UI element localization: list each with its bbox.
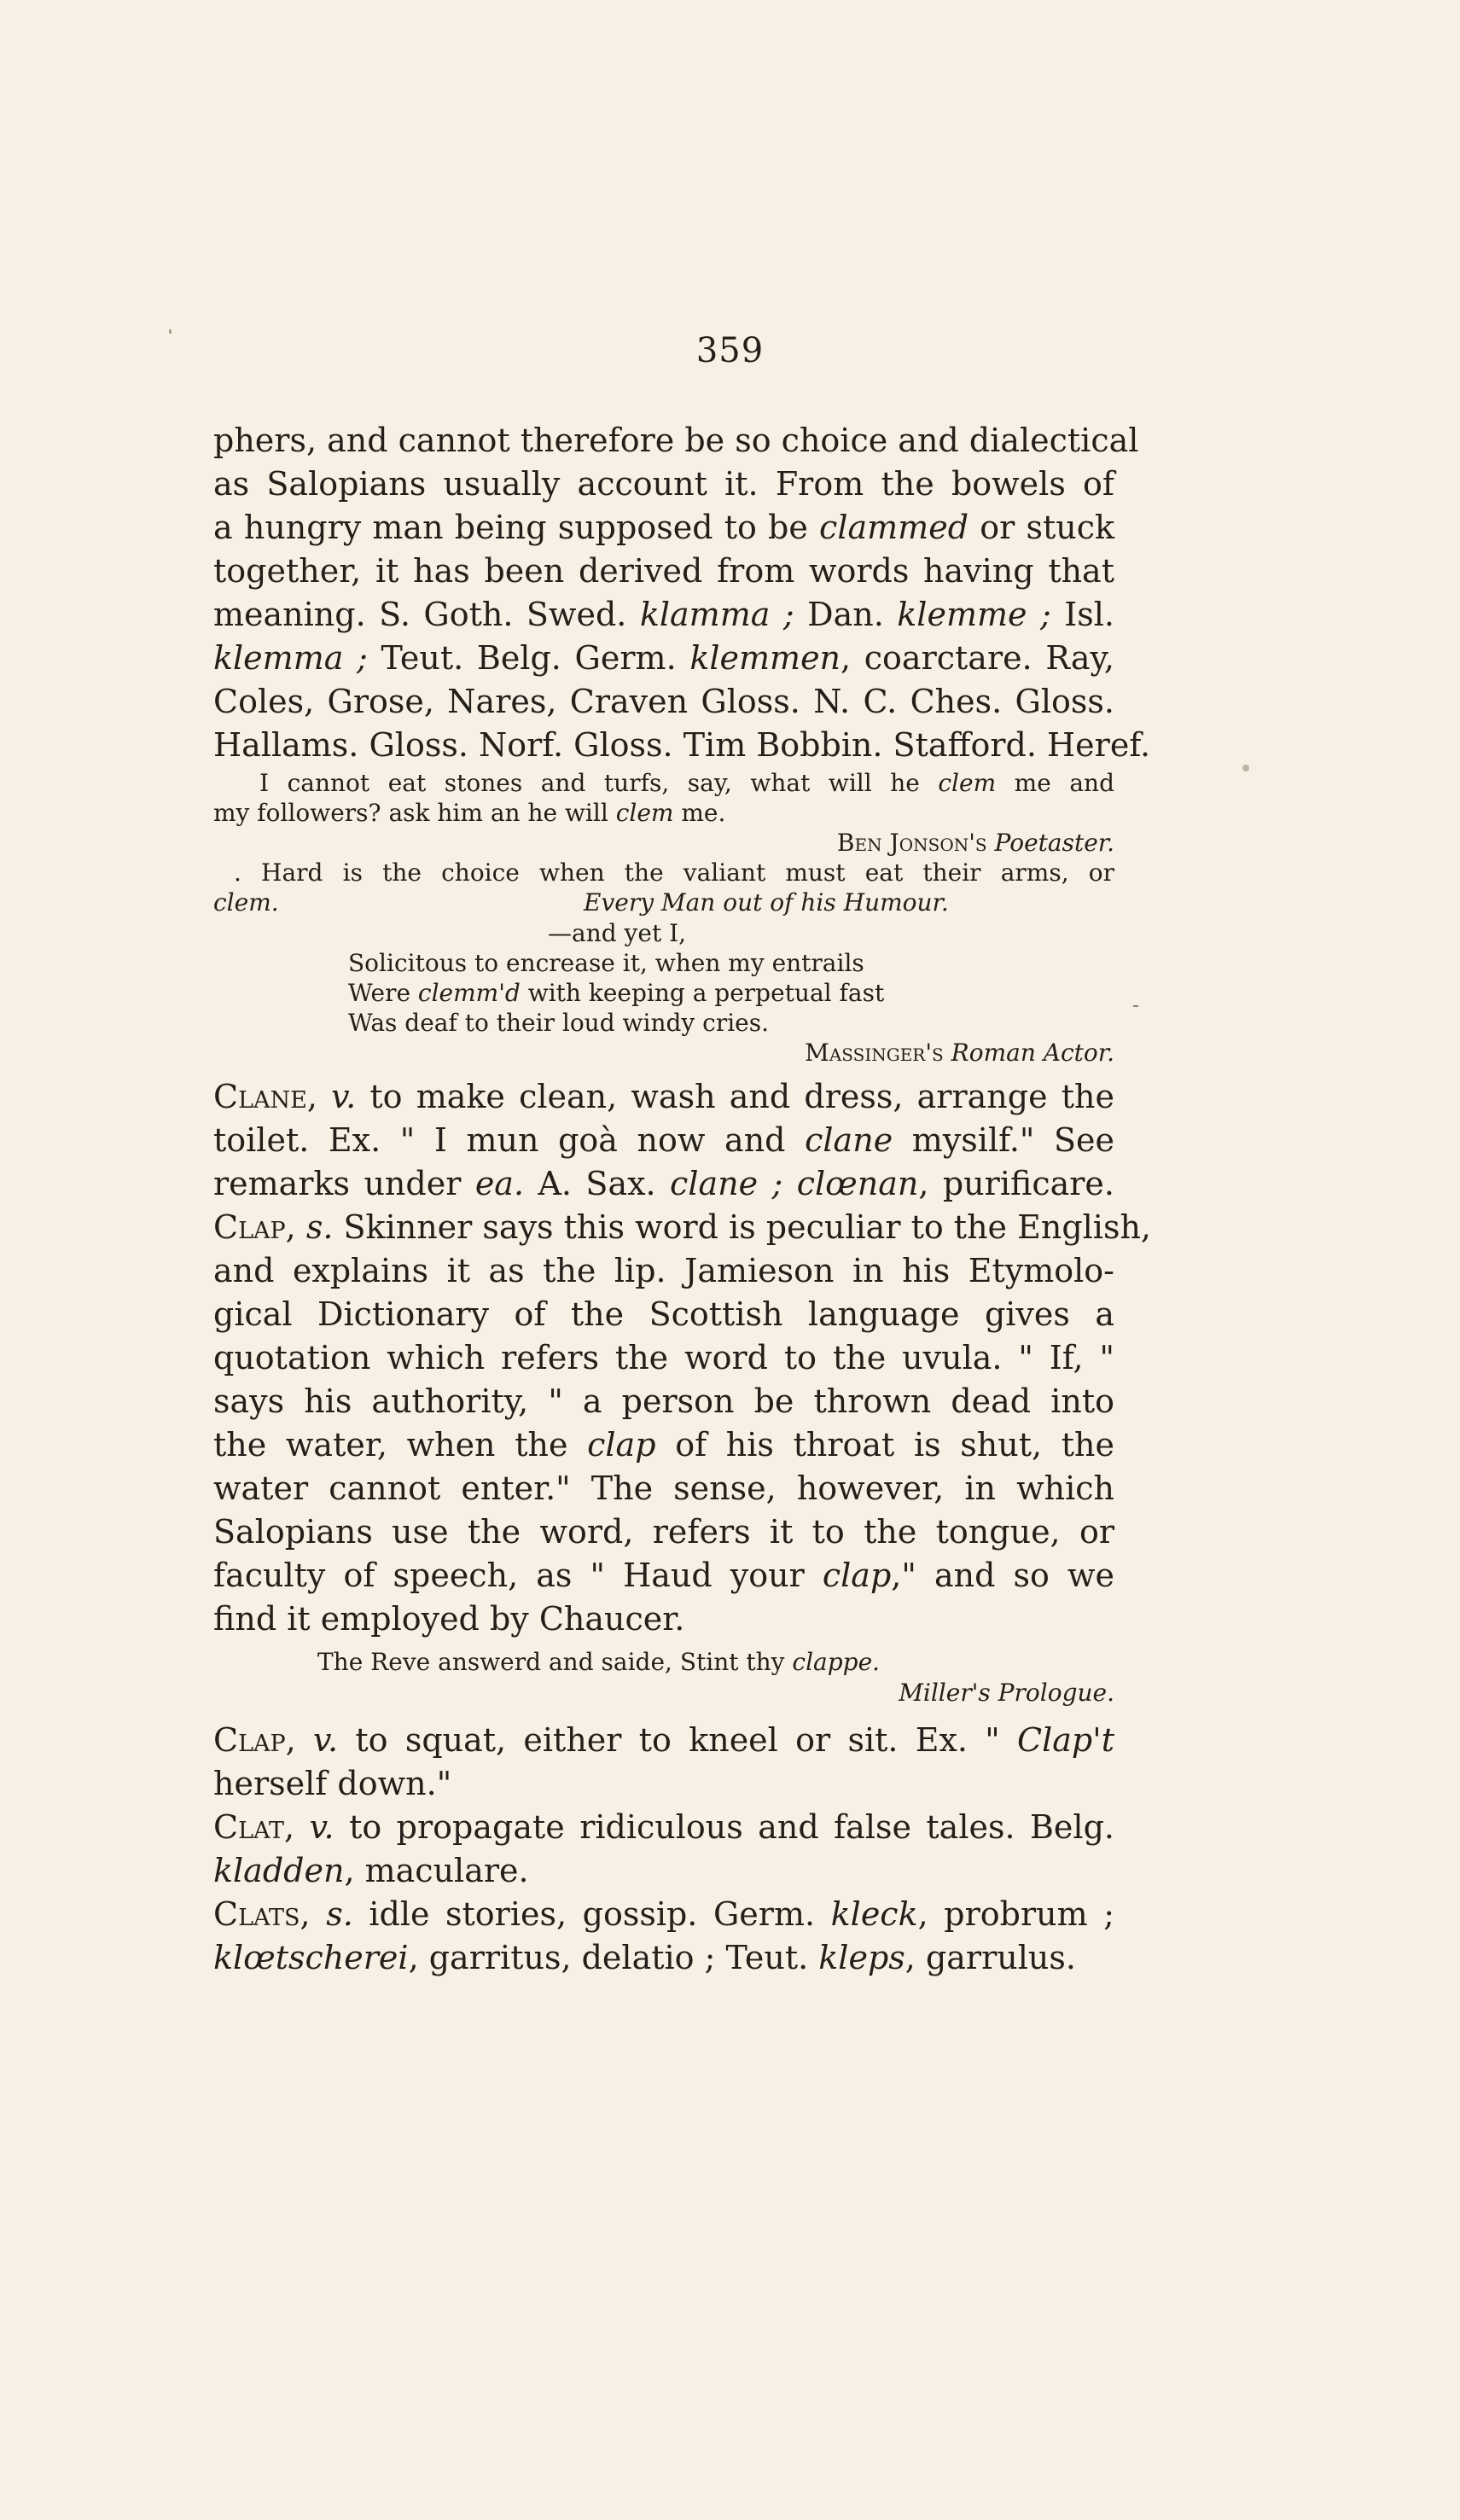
quote-line [348,981,1114,1005]
text-run: , [300,1895,327,1933]
work-title: Every Man out of his Humour. [584,888,949,917]
part-of-speech: v. [313,1721,339,1759]
text-run: A. Sax. [524,1165,671,1202]
text-run: Dan. [794,596,898,633]
text-line [213,552,1114,590]
dictionary-entry-clat [213,1808,1114,1846]
text-run: herself down." [213,1765,452,1802]
text-line [213,1341,1114,1374]
text-run: Hallams. Gloss. Norf. Gloss. Tim Bobbin. Stafford. Heref. [213,726,1151,764]
author-name: Ben Jonson's [836,829,995,857]
text-run: water cannot enter." The sense, however, in which [213,1470,1114,1507]
dictionary-entry-clane [213,1080,1114,1113]
italic-term: clane ; clœnan [670,1165,919,1202]
text-run: , purificare. [918,1165,1114,1202]
quote-line [548,919,1114,947]
text-run: quotation which refers the word to the uvula. " If, " [213,1339,1114,1376]
quote-line [259,771,1114,795]
part-of-speech: v. [331,1078,357,1115]
italic-term: clem [615,799,674,827]
work-title: Miller's Prologue. [899,1679,1114,1707]
text-run: I cannot eat stones and turfs, say, what will he [259,769,939,797]
text-run: together, it has been derived from words having that [213,552,1114,590]
text-line [213,1941,1114,1974]
text-run: , garritus, delatio ; Teut. [408,1939,819,1976]
text-run: Solicitous to encrease it, when my entrails [348,949,864,977]
text-line [213,685,1114,718]
margin-dot [1242,765,1249,771]
italic-term: clap [822,1557,892,1594]
text-line [213,1513,1114,1551]
text-run: Was deaf to their loud windy cries. [348,1009,769,1037]
dictionary-entry-clats [213,1895,1114,1933]
text-run: phers, and cannot therefore be so choice and dialectical [213,422,1139,459]
text-run: the water, when the [213,1426,588,1464]
text-run: to propagate ridiculous and false tales. Belg. [334,1808,1114,1846]
text-run: toilet. Ex. " I mun goà now and [213,1121,806,1159]
text-run: me and [996,769,1114,797]
part-of-speech: s. [326,1895,353,1933]
headword: Clane [213,1078,307,1115]
italic-term: Clap't [1017,1721,1114,1759]
quote-line [348,1011,1114,1035]
dictionary-entry-clap-noun [213,1208,1152,1246]
headword: Clats [213,1895,300,1933]
headword: Clat [213,1808,285,1846]
italic-term: kleps [818,1939,905,1976]
text-run: , [284,1808,310,1846]
part-of-speech: v. [309,1808,334,1846]
text-run: to squat, either to kneel or sit. Ex. " [338,1721,1018,1759]
text-line [213,1600,1114,1638]
text-run: idle stories, gossip. Germ. [352,1895,831,1933]
author-name: Massinger's [805,1039,951,1067]
text-line [213,726,1151,764]
text-run: The Reve answerd and saide, Stint thy [317,1648,793,1676]
text-run: , garrulus. [905,1939,1076,1976]
headword: Clap [213,1208,286,1246]
italic-term: clappe. [792,1648,881,1676]
text-run: Coles, Grose, Nares, Craven Gloss. N. C. Ches. Gloss. [213,683,1114,720]
text-run: with keeping a perpetual fast [520,979,885,1007]
work-title: Roman Actor. [951,1039,1114,1067]
quote-attribution [213,1041,1114,1065]
text-run: of his throat is shut, the [655,1426,1114,1464]
quote-attribution [213,831,1114,855]
text-line [213,1767,1114,1800]
text-run: a hungry man being supposed to be [213,509,820,546]
text-run: meaning. S. Goth. Swed. [213,596,640,633]
italic-term: clem. [213,888,279,917]
quote-line [234,858,1114,887]
text-line [213,1470,1114,1507]
text-run: and explains it as the lip. Jamieson in his Etymolo- [213,1252,1114,1289]
text-run: as Salopians usually account it. From the bowels of [213,465,1114,503]
text-run: Isl. [1050,596,1114,633]
italic-term: clammed [819,509,969,546]
text-run: Salopians use the word, refers it to the tongue, or [213,1513,1114,1551]
text-line [213,465,1114,503]
text-line [213,1382,1114,1420]
italic-term: clap [587,1426,656,1464]
text-line [213,598,1114,631]
text-run: or stuck [968,509,1114,546]
text-line [213,1426,1114,1464]
text-run: to make clean, wash and dress, arrange the [356,1078,1114,1115]
margin-tick [1133,1005,1138,1007]
text-run: Were [348,979,418,1007]
text-run: , coarctare. Ray, [841,639,1114,677]
text-line [213,639,1114,677]
quote-attribution [584,888,1114,917]
italic-term: klemma ; [213,639,368,677]
text-line [213,1167,1114,1200]
part-of-speech: s. [305,1208,334,1246]
text-run: gical Dictionary of the Scottish language gives a [213,1295,1114,1333]
italic-term: clane [805,1121,893,1159]
italic-term: ea. [474,1165,525,1202]
italic-term: klœtscherei [213,1939,409,1976]
text-run: , [285,1208,306,1246]
quote-line [317,1650,1114,1674]
text-line [213,1121,1114,1159]
text-run: ," and so we [891,1557,1114,1594]
text-run: , maculare. [344,1852,529,1889]
text-run: , [285,1721,314,1759]
text-run: mysilf." See [893,1121,1114,1159]
italic-term: kleck [830,1895,918,1933]
text-run: me. [673,799,726,827]
text-run: Skinner says this word is peculiar to the English, [333,1208,1152,1246]
text-run: find it employed by Chaucer. [213,1600,685,1638]
text-run: , probrum ; [917,1895,1114,1933]
italic-term: clemm'd [417,979,521,1007]
text-run: faculty of speech, as " Haud your [213,1557,823,1594]
italic-term: klamma ; [639,596,794,633]
page-number: 359 [695,331,765,370]
text-run: —and yet I, [548,919,687,947]
quote-line [348,949,1114,977]
text-run: . Hard is the choice when the valiant must eat their arms, or [234,858,1114,887]
text-line [213,1295,1114,1333]
dictionary-entry-clap-verb [213,1721,1114,1759]
text-line [213,1854,1114,1887]
text-run: Teut. Belg. Germ. [367,639,690,677]
text-line [213,422,1139,459]
italic-term: clem [938,769,997,797]
text-line [213,1559,1114,1592]
headword: Clap [213,1721,286,1759]
text-run: , [306,1078,332,1115]
text-run: says his authority, " a person be thrown dead into [213,1382,1114,1420]
quote-line [213,801,1114,825]
text-run: remarks under [213,1165,475,1202]
quote-attribution [213,1681,1114,1705]
italic-term: klemmen [689,639,841,677]
italic-term: klemme ; [897,596,1051,633]
text-line [213,1254,1114,1287]
text-line [213,511,1114,544]
work-title: Poetaster. [994,829,1114,857]
italic-term: kladden [213,1852,345,1889]
text-run: my followers? ask him an he will [213,799,616,827]
